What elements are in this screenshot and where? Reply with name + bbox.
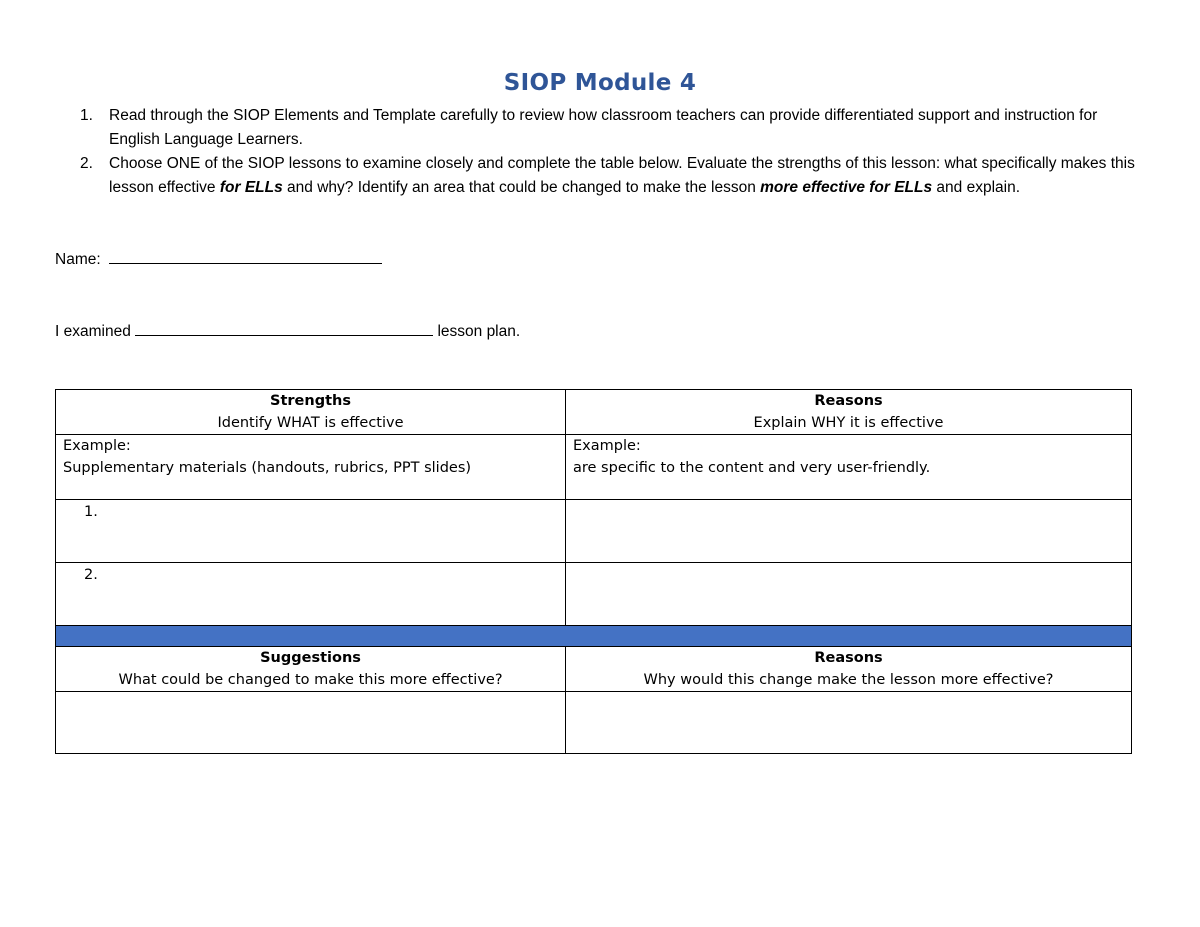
- suggestion-row: [56, 692, 1132, 754]
- reasons2-header-cell: [566, 647, 1132, 692]
- examined-suffix: lesson plan.: [437, 323, 521, 340]
- instruction-number: 1.: [80, 107, 93, 124]
- row-number: 1.: [84, 504, 98, 520]
- name-label: Name:: [55, 251, 101, 268]
- strengths-header-row: [56, 390, 1132, 435]
- example-strength-text: Supplementary materials (handouts, rubrics, PPT slides): [63, 460, 472, 476]
- example-strength-cell: [56, 435, 566, 500]
- name-field[interactable]: [55, 247, 382, 271]
- reason-cell-1[interactable]: [566, 500, 1132, 563]
- reasons-header-cell: [566, 390, 1132, 435]
- section-divider-band: [56, 626, 1132, 647]
- instruction-text: Choose ONE of the SIOP lessons to examine closely and complete the table below. Evaluate the strengths of this lesson: what specifically makes this lesson effective: [109, 155, 1135, 196]
- name-blank-line[interactable]: [109, 247, 382, 264]
- example-label: Example:: [573, 438, 641, 454]
- emphasis-text: for ELLs: [219, 179, 283, 196]
- example-row: [56, 435, 1132, 500]
- page-title: SIOP Module 4: [503, 70, 697, 96]
- reason-cell-2[interactable]: [566, 563, 1132, 626]
- instruction-text: Read through the SIOP Elements and Template carefully to review how classroom teachers can provide differentiated support and instruction for English Language Learners.: [109, 107, 1098, 148]
- suggestions-subheader: What could be changed to make this more effective?: [118, 672, 503, 688]
- examined-field[interactable]: [55, 319, 520, 343]
- strength-cell-1[interactable]: [56, 500, 566, 563]
- strength-row-1: [56, 500, 1132, 563]
- instruction-text: and why? Identify an area that could be changed to make the lesson: [282, 179, 761, 196]
- instruction-number: 2.: [80, 155, 93, 172]
- strengths-subheader: Identify WHAT is effective: [217, 415, 404, 431]
- suggestions-header-row: [56, 647, 1132, 692]
- example-label: Example:: [63, 438, 131, 454]
- instruction-text: and explain.: [932, 179, 1021, 196]
- strengths-header-cell: [56, 390, 566, 435]
- suggestions-header-cell: [56, 647, 566, 692]
- instructions-list: [80, 104, 1140, 200]
- examined-label: I examined: [55, 323, 131, 340]
- strength-cell-2[interactable]: [56, 563, 566, 626]
- example-reason-cell: [566, 435, 1132, 500]
- strength-row-2: [56, 563, 1132, 626]
- lesson-blank-line[interactable]: [135, 319, 433, 336]
- row-number: 2.: [84, 567, 98, 583]
- reasons2-subheader: Why would this change make the lesson more effective?: [643, 672, 1054, 688]
- suggestion-cell[interactable]: [56, 692, 566, 754]
- instruction-item-1: [80, 104, 1140, 152]
- strengths-header: Strengths: [270, 393, 351, 409]
- reasons2-header: Reasons: [814, 650, 883, 666]
- suggestion-reason-cell[interactable]: [566, 692, 1132, 754]
- instruction-item-2: [80, 152, 1140, 200]
- reasons-subheader: Explain WHY it is effective: [753, 415, 944, 431]
- example-reason-text: are specific to the content and very user-friendly.: [573, 460, 931, 476]
- suggestions-header: Suggestions: [260, 650, 361, 666]
- divider-band-cell: [56, 626, 1132, 647]
- reasons-header: Reasons: [814, 393, 883, 409]
- emphasis-text: more effective for ELLs: [760, 179, 933, 196]
- evaluation-table: [55, 389, 1132, 754]
